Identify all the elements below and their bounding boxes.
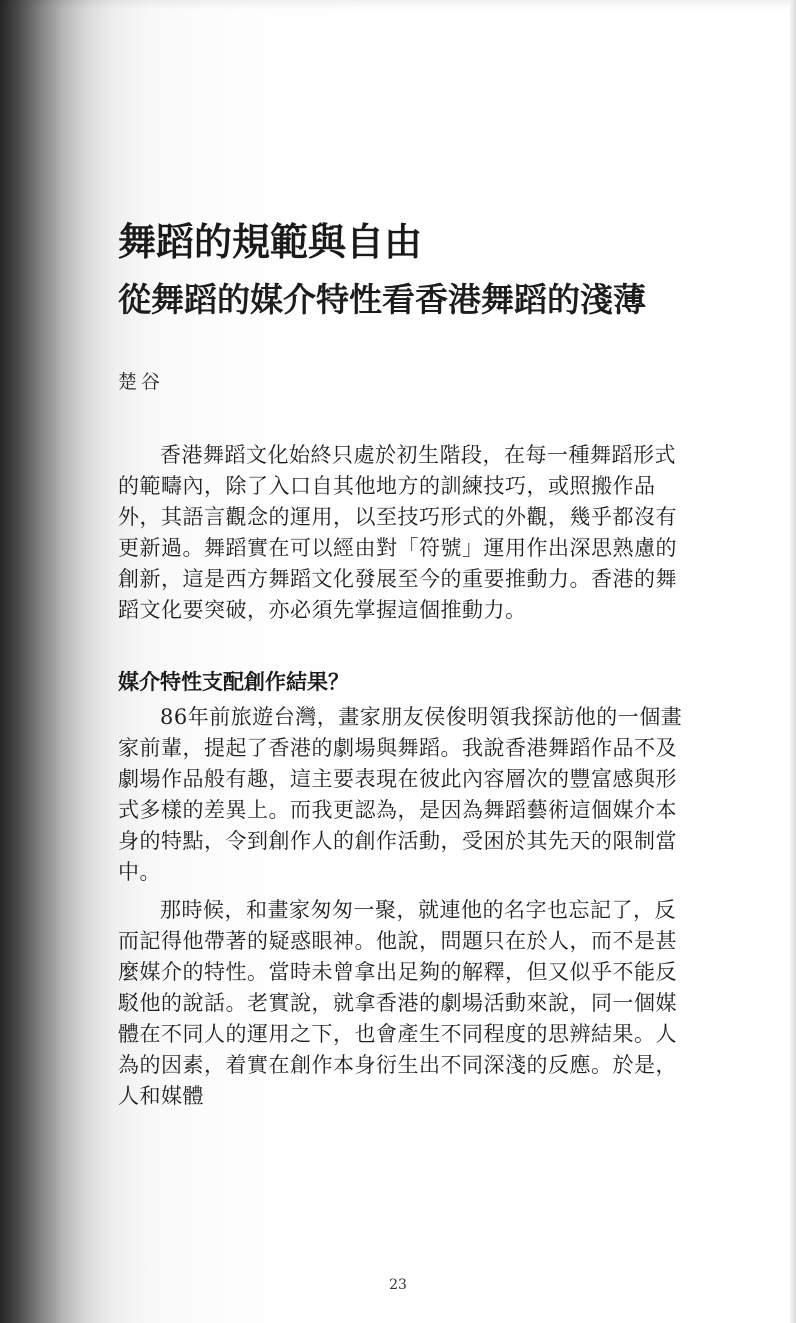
page-top-shadow <box>0 0 796 10</box>
page-number: 23 <box>389 1277 407 1293</box>
section-heading: 媒介特性支配創作結果？ <box>118 670 349 694</box>
section-paragraph-1: 86年前旅遊台灣，畫家朋友侯俊明領我探訪他的一個畫家前輩，提起了香港的劇場與舞蹈。我說香港舞蹈作品不及劇場作品般有趣，這主要表現在彼此內容層次的豐富感與形式多樣的差異上。而我更認為，是因為舞蹈藝術這個媒介本身的特點，令到創作人的創作活動，受困於其先天的限制當中。 <box>118 705 683 884</box>
intro-paragraph: 香港舞蹈文化始終只處於初生階段，在每一種舞蹈形式的範疇內，除了入口自其他地方的訓練技巧，或照搬作品外，其語言觀念的運用，以至技巧形式的外觀，幾乎都沒有更新過。舞蹈實在可以經由對「符號」運用作出深思熟慮的創新，這是西方舞蹈文化發展至今的重要推動力。香港的舞蹈文化要突破，亦必須先掌握這個推動力。 <box>118 443 677 622</box>
article-title: 舞蹈的規範與自由 <box>118 220 423 264</box>
article-subtitle: 從舞蹈的媒介特性看香港舞蹈的淺薄 <box>118 280 646 319</box>
author-name: 楚谷 <box>118 371 165 393</box>
page-right-edge <box>790 0 796 1323</box>
section-paragraph-2: 那時候，和畫家匆匆一聚，就連他的名字也忘記了，反而記得他帶著的疑惑眼神。他說，問題只在於人，而不是甚麼媒介的特性。當時未曾拿出足夠的解釋，但又似乎不能反駁他的說話。老實說，就拿香港的劇場活動來說，同一個媒體在不同人的運用之下，也會產生不同程度的思辨結果。人為的因素，着實在創作本身衍生出不同深淺的反應。於是，人和媒體 <box>118 898 677 1108</box>
